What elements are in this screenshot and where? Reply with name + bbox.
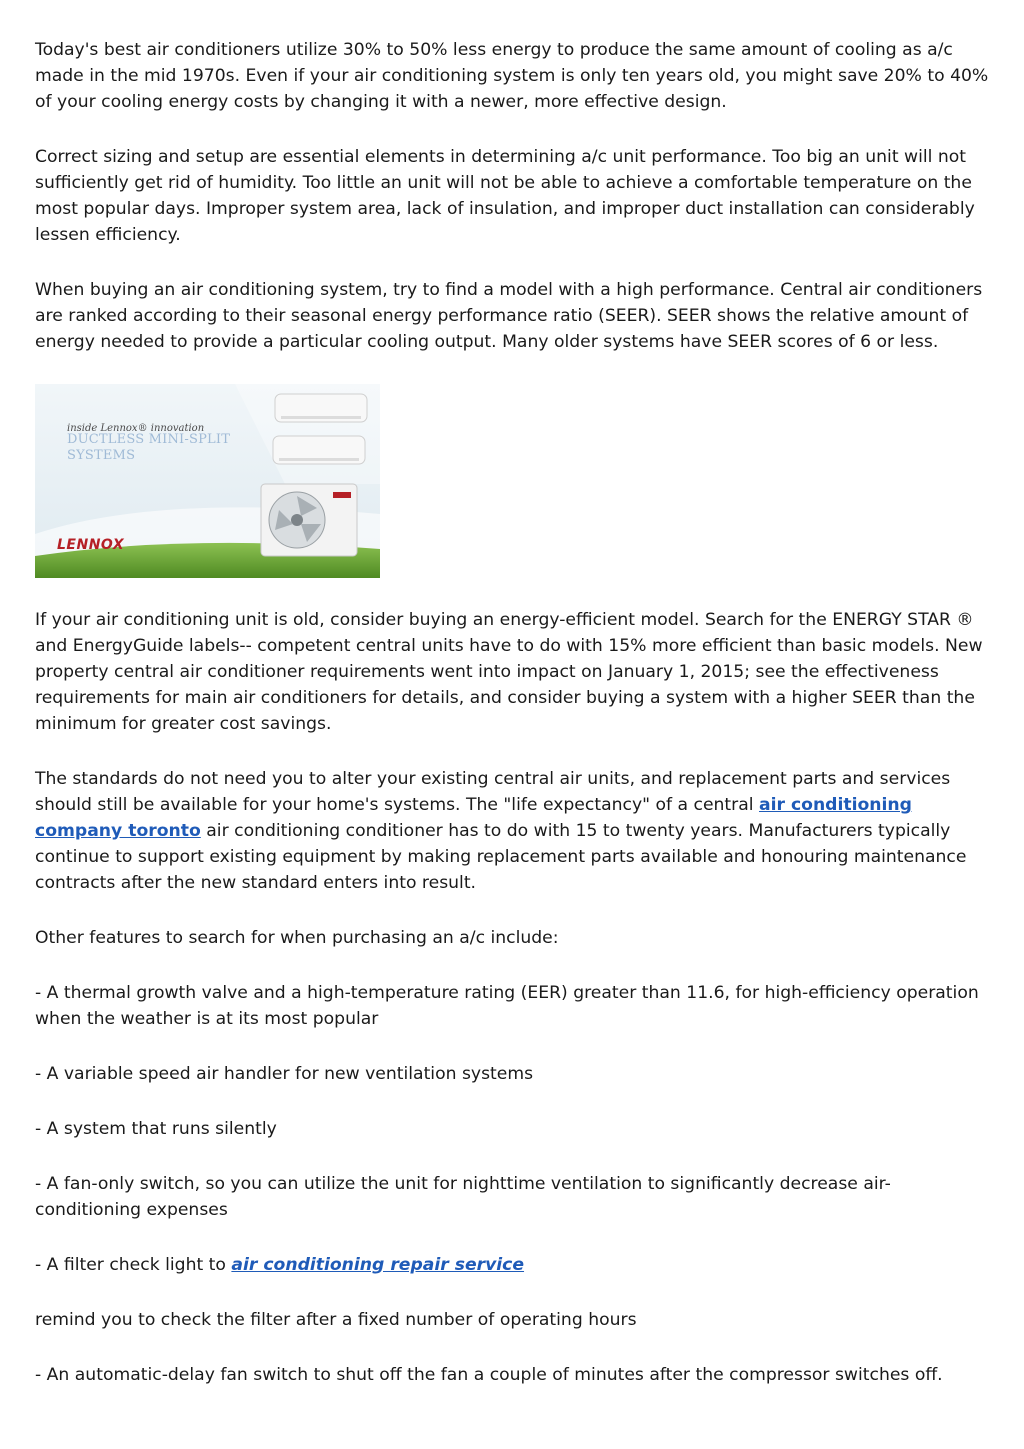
list-item-filter-light: [35, 1252, 990, 1278]
list-item-silent: - A system that runs silently: [35, 1119, 277, 1139]
list-item-thermal-valve: - A thermal growth valve and a high-temperature rating (EER) greater than 11.6, for high-efficiency operation when the weather is at its most popular: [35, 983, 979, 1029]
paragraph-standards: [35, 766, 990, 896]
ad-title: DUCTLESS MINI-SPLIT SYSTEMS: [67, 432, 231, 463]
lennox-logo: LENNOX: [57, 537, 125, 553]
ad-tagline: inside Lennox® innovation: [67, 423, 205, 434]
paragraph-energy-savings: Today's best air conditioners utilize 30% to 50% less energy to produce the same amount of cooling as a/c made in the mid 1970s. Even if your air conditioning system is only ten years old, you might save 20% to 40% of your cooling energy costs by changing it with a newer, more effective design.: [35, 40, 989, 112]
lennox-ad-image: [35, 384, 380, 578]
list-item-variable-speed: - A variable speed air handler for new ventilation systems: [35, 1064, 534, 1084]
list-item-fan-only: - A fan-only switch, so you can utilize the unit for nighttime ventilation to significantly decrease air-conditioning expenses: [35, 1174, 891, 1220]
paragraph-seer: When buying an air conditioning system, try to find a model with a high performance. Central air conditioners are ranked according to their seasonal energy performance ratio (SEER). SEER shows the relative amount of energy needed to provide a particular cooling output. Many older systems have SEER scores of 6 or less.: [35, 280, 983, 352]
paragraph-features-intro: Other features to search for when purchasing an a/c include:: [35, 928, 559, 948]
list-item-filter-light-text: - A filter check light to: [35, 1255, 232, 1275]
list-item-auto-delay: - An automatic-delay fan switch to shut off the fan a couple of minutes after the compressor switches off.: [35, 1365, 943, 1385]
paragraph-standards-text-2: air conditioning conditioner has to do with 15 to twenty years. Manufacturers typically continue to support existing equipment by making replacement parts available and honouring maintenance contracts after the new standard enters into result.: [35, 821, 967, 893]
link-air-conditioning-repair-service[interactable]: air conditioning repair service: [231, 1255, 525, 1275]
paragraph-energy-star: If your air conditioning unit is old, consider buying an energy-efficient model. Search for the ENERGY STAR ® and EnergyGuide labels-- competent central units have to do with 15% more efficient than basic models. New property central air conditioner requirements went into impact on January 1, 2015; see the effectiveness requirements for main air conditioners for details, and consider buying a system with a higher SEER than the minimum for greater cost savings.: [35, 610, 983, 734]
paragraph-standards-text-1: The standards do not need you to alter your existing central air units, and replacement parts and services should still be available for your home's systems. The "life expectancy" of a central: [35, 769, 951, 815]
paragraph-sizing: Correct sizing and setup are essential elements in determining a/c unit performance. Too big an unit will not sufficiently get rid of humidity. Too little an unit will not be able to achieve a comfortable temperature on the most popular days. Improper system area, lack of insulation, and improper duct installation can considerably lessen efficiency.: [35, 147, 975, 245]
article-body: [35, 37, 990, 1417]
link-air-conditioning-company-toronto[interactable]: air conditioning company toronto: [35, 795, 912, 841]
paragraph-filter-reminder: remind you to check the filter after a fixed number of operating hours: [35, 1310, 637, 1330]
